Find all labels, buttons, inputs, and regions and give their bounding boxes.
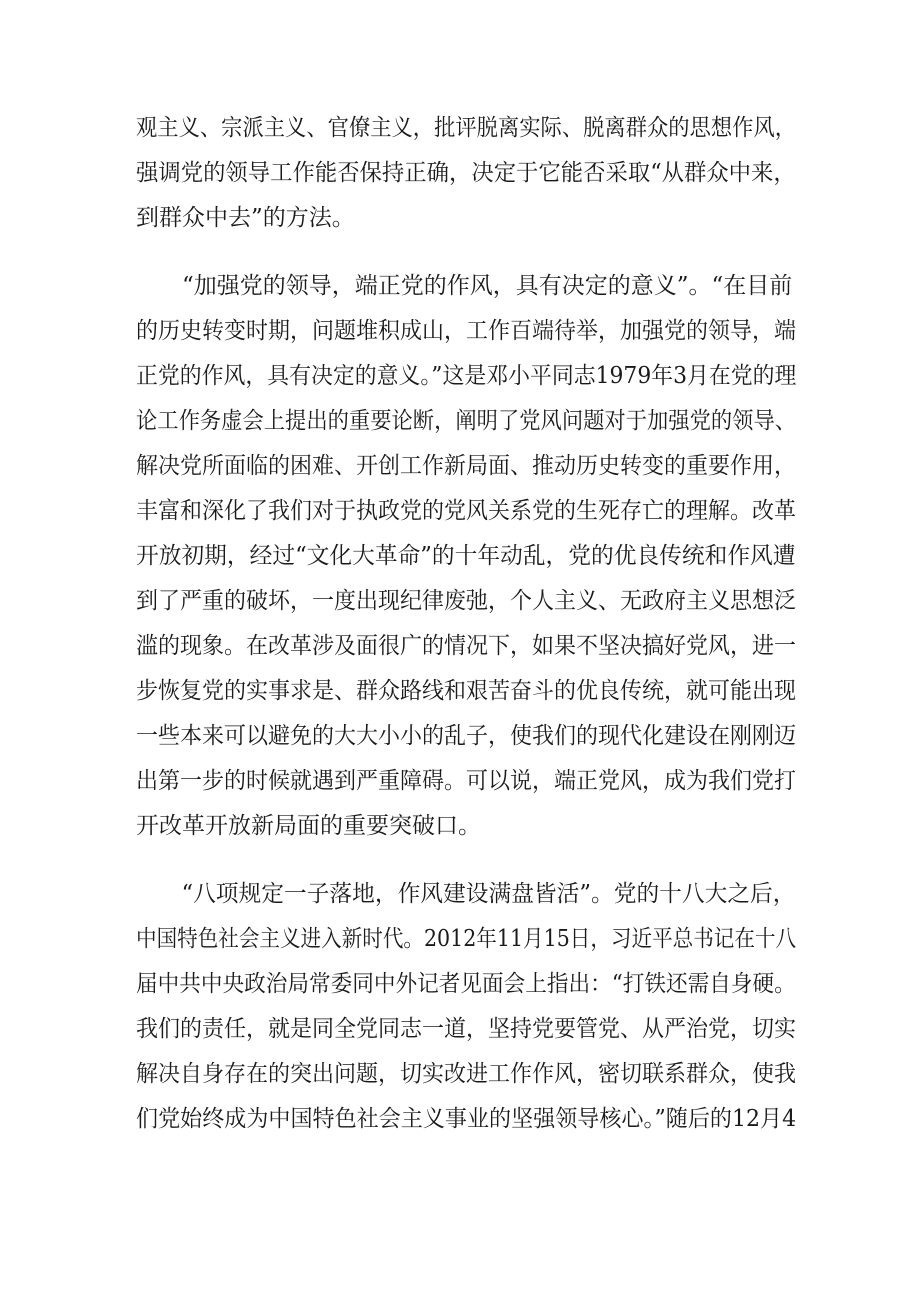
text-line-first: “加强党的领导，端正党的作风，具有决定的意义”。“在目前 <box>182 273 793 299</box>
text-line: 滥的现象。在改革涉及面很广的情况下，如果不坚决搞好党风，进一 <box>136 633 796 659</box>
text-line: 开放初期，经过“文化大革命”的十年动乱，党的优良传统和作风遭 <box>136 543 796 569</box>
paragraph-2 <box>136 264 796 849</box>
text-line: 观主义、宗派主义、官僚主义，批评脱离实际、脱离群众的思想作风， <box>136 115 797 141</box>
text-line: 到了严重的破坏，一度出现纪律废弛，个人主义、无政府主义思想泛 <box>136 588 796 614</box>
text-line: 我们的责任，就是同全党同志一道，坚持党要管党、从严治党，切实 <box>136 1016 796 1042</box>
paragraph-1 <box>136 106 796 241</box>
text-line: 正党的作风，具有决定的意义。”这是邓小平同志1979年3月在党的理 <box>136 363 797 389</box>
paragraph-3 <box>136 872 796 1142</box>
text-line: 开改革开放新局面的重要突破口。 <box>136 813 481 839</box>
text-line: 论工作务虚会上提出的重要论断，阐明了党风问题对于加强党的领导、 <box>136 408 797 434</box>
text-line: 丰富和深化了我们对于执政党的党风关系党的生死存亡的理解。改革 <box>136 498 796 524</box>
text-line: 一些本来可以避免的大大小小的乱子，使我们的现代化建设在刚刚迈 <box>136 723 796 749</box>
text-line: 步恢复党的实事求是、群众路线和艰苦奋斗的优良传统，就可能出现 <box>136 678 796 704</box>
text-line-first: “八项规定一子落地，作风建设满盘皆活”。党的十八大之后， <box>181 881 796 907</box>
text-line: 中国特色社会主义进入新时代。2012年11月15日，习近平总书记在十八 <box>136 926 797 952</box>
text-line: 届中共中央政治局常委同中外记者见面会上指出：“打铁还需自身硬。 <box>136 971 796 997</box>
text-line: 的历史转变时期，问题堆积成山，工作百端待举，加强党的领导，端 <box>136 318 796 344</box>
text-line: 出第一步的时候就遇到严重障碍。可以说，端正党风，成为我们党打 <box>136 768 796 794</box>
text-line: 解决自身存在的突出问题，切实改进工作作风，密切联系群众，使我 <box>136 1061 796 1087</box>
text-line: 强调党的领导工作能否保持正确，决定于它能否采取“从群众中来， <box>136 160 796 186</box>
text-line: 到群众中去”的方法。 <box>136 205 355 231</box>
text-line: 解决党所面临的困难、开创工作新局面、推动历史转变的重要作用， <box>136 453 796 479</box>
text-line: 们党始终成为中国特色社会主义事业的坚强领导核心。”随后的12月4 <box>136 1106 797 1132</box>
